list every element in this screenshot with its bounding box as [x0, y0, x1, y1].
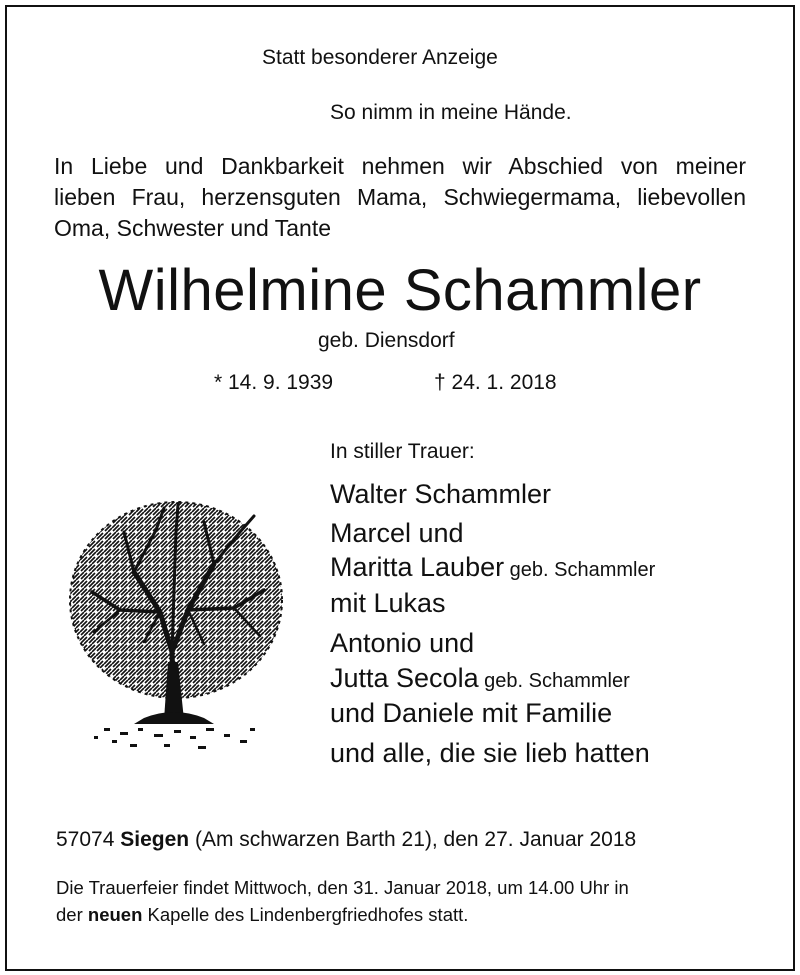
birth-date: * 14. 9. 1939	[214, 371, 334, 394]
intro-paragraph	[54, 151, 746, 244]
deceased-name: Wilhelmine Schammler	[98, 258, 702, 323]
intro-line: Oma, Schwester und Tante	[54, 215, 331, 241]
mourner-line: Marcel und	[330, 518, 464, 548]
mourners-heading: In stiller Trauer:	[330, 440, 475, 463]
mourner-line: Jutta Secola geb. Schammler	[330, 663, 630, 693]
header-text: Statt besonderer Anzeige	[262, 46, 498, 69]
quote-text: So nimm in meine Hände.	[330, 101, 572, 124]
mourner-line: Maritta Lauber geb. Schammler	[330, 552, 656, 582]
intro-line: lieben Frau, herzensguten Mama, Schwiegermama, liebevollen	[54, 184, 746, 210]
ceremony-info	[56, 874, 756, 928]
maiden-name: geb. Diensdorf	[318, 329, 455, 352]
mourner-line: und Daniele mit Familie	[330, 698, 613, 728]
mourner-line: Antonio und	[330, 628, 475, 658]
death-date: † 24. 1. 2018	[434, 371, 557, 394]
ceremony-line: der neuen Kapelle des Lindenbergfriedhofes statt.	[56, 904, 469, 925]
location-date-line: 57074 Siegen (Am schwarzen Barth 21), den 27. Januar 2018	[56, 828, 637, 851]
mourner-line: mit Lukas	[330, 588, 446, 618]
intro-line: In Liebe und Dankbarkeit nehmen wir Abschied von meiner	[54, 153, 746, 179]
mourner-line: und alle, die sie lieb hatten	[330, 738, 650, 768]
mourner-line: Walter Schammler	[330, 479, 552, 509]
ceremony-line: Die Trauerfeier findet Mittwoch, den 31. Januar 2018, um 14.00 Uhr in	[56, 877, 629, 898]
tree-illustration-icon	[64, 492, 294, 760]
